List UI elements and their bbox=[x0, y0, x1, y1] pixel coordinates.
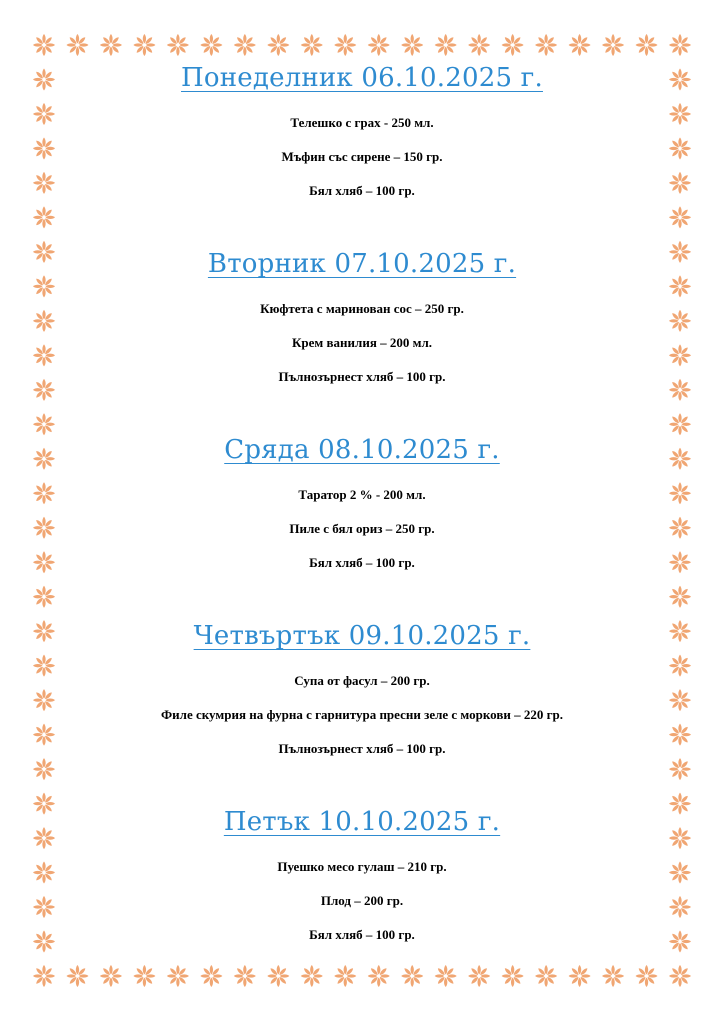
flower-icon bbox=[33, 517, 55, 539]
flower-icon bbox=[33, 413, 55, 435]
flower-icon bbox=[334, 965, 356, 987]
flower-icon bbox=[33, 586, 55, 608]
flower-icon bbox=[669, 620, 691, 642]
day-thursday bbox=[70, 614, 654, 766]
flower-icon bbox=[33, 862, 55, 884]
flower-icon bbox=[669, 896, 691, 918]
day-wednesday bbox=[70, 428, 654, 580]
flower-icon bbox=[33, 310, 55, 332]
meal-item: Бял хляб – 100 гр. bbox=[309, 555, 415, 570]
flower-icon bbox=[234, 965, 256, 987]
flower-icon bbox=[33, 724, 55, 746]
flower-icon bbox=[33, 689, 55, 711]
flower-icon bbox=[669, 586, 691, 608]
flower-icon bbox=[301, 34, 323, 56]
flower-icon bbox=[100, 965, 122, 987]
flower-icon bbox=[33, 827, 55, 849]
flower-icon bbox=[33, 379, 55, 401]
flower-icon bbox=[267, 34, 289, 56]
day-title-monday: Понеделник 06.10.2025 г. bbox=[181, 63, 543, 93]
meal-item: Крем ванилия – 200 мл. bbox=[292, 335, 432, 350]
flower-icon bbox=[33, 206, 55, 228]
day-title-wednesday: Сряда 08.10.2025 г. bbox=[224, 435, 500, 465]
flower-icon bbox=[100, 34, 122, 56]
flower-icon bbox=[669, 482, 691, 504]
flower-icon bbox=[669, 827, 691, 849]
meal-item: Телешко с грах - 250 мл. bbox=[290, 115, 434, 130]
flower-icon bbox=[33, 241, 55, 263]
flower-icon bbox=[33, 965, 55, 987]
flower-icon bbox=[669, 931, 691, 953]
meal-item: Бял хляб – 100 гр. bbox=[309, 183, 415, 198]
flower-icon bbox=[267, 965, 289, 987]
flower-icon bbox=[669, 137, 691, 159]
day-monday bbox=[70, 56, 654, 208]
flower-icon bbox=[435, 965, 457, 987]
flower-icon bbox=[636, 965, 658, 987]
meal-item: Супа от фасул – 200 гр. bbox=[294, 673, 430, 688]
flower-icon bbox=[33, 758, 55, 780]
flower-icon bbox=[33, 103, 55, 125]
flower-icon bbox=[669, 862, 691, 884]
flower-icon bbox=[669, 172, 691, 194]
flower-icon bbox=[669, 517, 691, 539]
flower-icon bbox=[33, 344, 55, 366]
meal-item: Мъфин със сирене – 150 гр. bbox=[281, 149, 443, 164]
flower-icon bbox=[33, 275, 55, 297]
flower-icon bbox=[33, 172, 55, 194]
flower-icon bbox=[33, 551, 55, 573]
flower-icon bbox=[167, 965, 189, 987]
flower-icon bbox=[669, 103, 691, 125]
flower-icon bbox=[669, 344, 691, 366]
flower-icon bbox=[368, 965, 390, 987]
meal-item: Пуешко месо гулаш – 210 гр. bbox=[277, 859, 447, 874]
flower-icon bbox=[133, 965, 155, 987]
flower-icon bbox=[468, 34, 490, 56]
meal-item: Пиле с бял ориз – 250 гр. bbox=[289, 521, 435, 536]
menu-content bbox=[70, 56, 654, 952]
flower-icon bbox=[234, 34, 256, 56]
flower-icon bbox=[502, 34, 524, 56]
flower-icon bbox=[669, 724, 691, 746]
flower-icon bbox=[33, 793, 55, 815]
flower-icon bbox=[133, 34, 155, 56]
flower-icon bbox=[669, 206, 691, 228]
flower-icon bbox=[33, 137, 55, 159]
flower-icon bbox=[66, 34, 88, 56]
flower-icon bbox=[669, 448, 691, 470]
flower-icon bbox=[669, 379, 691, 401]
flower-icon bbox=[669, 965, 691, 987]
meal-item: Плод – 200 гр. bbox=[320, 893, 404, 908]
flower-icon bbox=[401, 34, 423, 56]
flower-icon bbox=[401, 965, 423, 987]
flower-icon bbox=[669, 689, 691, 711]
flower-icon bbox=[669, 241, 691, 263]
day-friday bbox=[70, 800, 654, 952]
flower-icon bbox=[200, 965, 222, 987]
flower-icon bbox=[535, 34, 557, 56]
flower-icon bbox=[569, 34, 591, 56]
flower-icon bbox=[669, 275, 691, 297]
flower-icon bbox=[502, 965, 524, 987]
meal-item: Пълнозърнест хляб – 100 гр. bbox=[278, 741, 446, 756]
flower-icon bbox=[602, 34, 624, 56]
flower-icon bbox=[301, 965, 323, 987]
flower-icon bbox=[33, 482, 55, 504]
meal-item: Пълнозърнест хляб – 100 гр. bbox=[278, 369, 446, 384]
meal-item: Таратор 2 % - 200 мл. bbox=[298, 487, 426, 502]
flower-icon bbox=[368, 34, 390, 56]
flower-icon bbox=[334, 34, 356, 56]
flower-icon bbox=[669, 655, 691, 677]
day-title-friday: Петък 10.10.2025 г. bbox=[223, 807, 501, 837]
flower-icon bbox=[33, 655, 55, 677]
flower-icon bbox=[535, 965, 557, 987]
flower-icon bbox=[33, 448, 55, 470]
flower-icon bbox=[33, 620, 55, 642]
flower-icon bbox=[200, 34, 222, 56]
flower-icon bbox=[669, 551, 691, 573]
flower-icon bbox=[33, 68, 55, 90]
flower-icon bbox=[669, 413, 691, 435]
flower-icon bbox=[33, 896, 55, 918]
meal-item: Бял хляб – 100 гр. bbox=[309, 927, 415, 942]
day-title-tuesday: Вторник 07.10.2025 г. bbox=[207, 249, 517, 279]
flower-icon bbox=[435, 34, 457, 56]
flower-icon bbox=[602, 965, 624, 987]
flower-icon bbox=[33, 931, 55, 953]
flower-icon bbox=[669, 34, 691, 56]
flower-icon bbox=[33, 34, 55, 56]
flower-icon bbox=[669, 68, 691, 90]
flower-icon bbox=[569, 965, 591, 987]
flower-icon bbox=[468, 965, 490, 987]
flower-icon bbox=[669, 310, 691, 332]
flower-icon bbox=[669, 793, 691, 815]
flower-icon bbox=[669, 758, 691, 780]
meal-item: Кюфтета с маринован сос – 250 гр. bbox=[260, 301, 464, 316]
meal-item: Филе скумрия на фурна с гарнитура пресни зеле с моркови – 220 гр. bbox=[161, 707, 563, 722]
flower-icon bbox=[167, 34, 189, 56]
day-title-thursday: Четвъртък 09.10.2025 г. bbox=[193, 621, 531, 651]
flower-icon bbox=[66, 965, 88, 987]
day-tuesday bbox=[70, 242, 654, 394]
flower-icon bbox=[636, 34, 658, 56]
